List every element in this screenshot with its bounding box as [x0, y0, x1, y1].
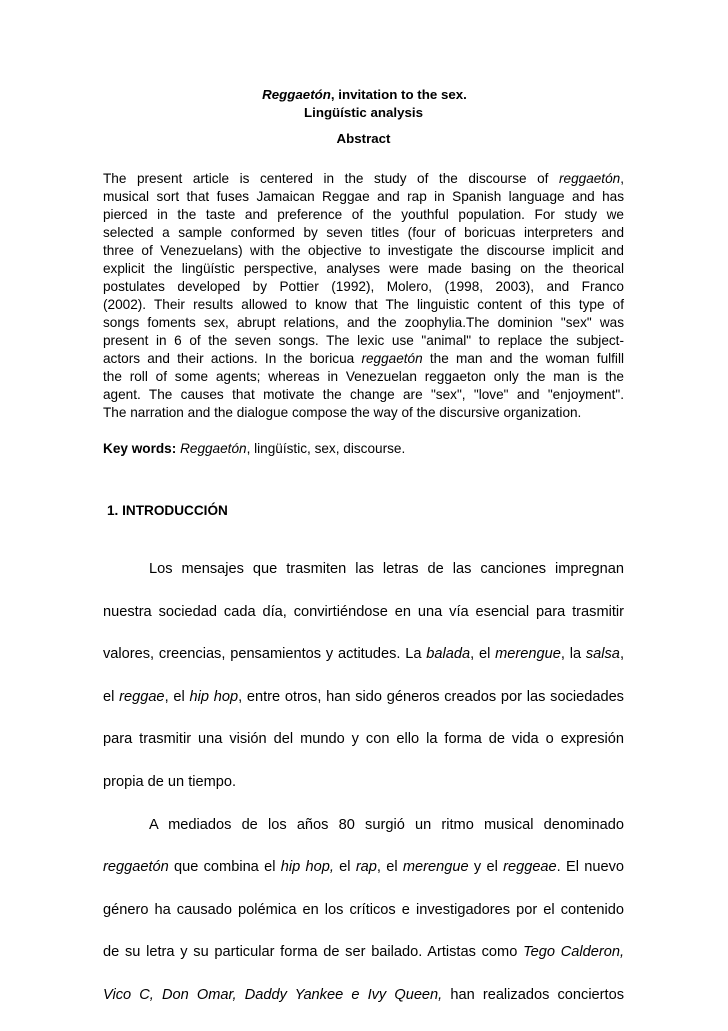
body-text: el	[333, 859, 356, 876]
abstract-text: selected a sample conformed by seven titles (four of boricuas interpreters and	[103, 225, 624, 240]
title-italic: Reggaetón	[262, 87, 331, 102]
abstract-text: three of Venezuelans) with the objective to investigate the discourse implicit and	[103, 243, 624, 258]
body-text: han realizados conciertos	[442, 986, 625, 1003]
abstract-line	[103, 224, 624, 242]
body-text: , la	[560, 646, 586, 663]
body-paragraphs	[103, 560, 624, 1029]
abstract-text: musical sort that fuses Jamaican Reggae and rap in Spanish language and has	[103, 189, 624, 204]
body-text: , el	[164, 688, 190, 705]
body-text: que combina el	[168, 859, 281, 876]
abstract-line	[103, 404, 624, 422]
abstract-text: actors and their actions. In the boricua	[103, 351, 362, 366]
body-text: Vico C, Don Omar, Daddy Yankee e Ivy Queen,	[103, 986, 443, 1003]
body-line	[103, 773, 624, 791]
body-text: hip hop	[189, 688, 239, 705]
keywords-label: Key words:	[103, 441, 177, 456]
section-heading: 1. INTRODUCCIÓN	[107, 503, 228, 518]
body-text: , el	[376, 859, 403, 876]
body-text: nuestra sociedad cada día, convirtiéndose en una vía esencial para trasmitir	[103, 603, 624, 620]
body-text: reggaetón	[103, 859, 169, 876]
abstract-line	[103, 314, 624, 332]
body-text: reggae	[119, 688, 165, 705]
body-text: , el	[470, 646, 496, 663]
abstract-line	[103, 170, 624, 188]
body-line	[103, 858, 624, 876]
abstract-line	[103, 206, 624, 224]
abstract-text: explicit the lingüístic perspective, analyses were made basing on the theorical	[103, 261, 624, 276]
body-line	[103, 901, 624, 919]
abstract-line	[103, 368, 624, 386]
body-text: merengue	[495, 646, 561, 663]
abstract-line	[103, 332, 624, 350]
body-line	[103, 645, 624, 663]
body-text: A mediados de los años 80 surgió un ritmo musical denominado	[149, 816, 624, 833]
abstract-text: songs foments sex, abrupt relations, and the zoophylia.The dominion "sex" was	[103, 315, 624, 330]
keywords-line	[103, 440, 624, 458]
body-text: el	[103, 688, 120, 705]
abstract-line	[103, 242, 624, 260]
abstract-text: the roll of some agents; whereas in Venezuelan reggaeton only the man is the	[103, 369, 624, 384]
keywords-italic: Reggaetón	[180, 441, 247, 456]
abstract-line	[103, 278, 624, 296]
abstract-text: ,	[620, 171, 624, 186]
document-title	[103, 86, 624, 122]
body-text: ,	[619, 646, 624, 663]
title-rest: , invitation to the sex.	[330, 87, 467, 102]
body-line	[103, 560, 624, 578]
body-text: de su letra y su particular forma de ser bailado. Artistas como	[103, 944, 524, 961]
abstract-line	[103, 386, 624, 404]
abstract-text: postulates developed by Pottier (1992), Molero, (1998, 2003), and Franco	[103, 279, 624, 294]
body-text: reggeae	[503, 859, 557, 876]
abstract-text: pierced in the taste and preference of the youthful population. For study we	[103, 207, 624, 222]
body-text: salsa	[585, 646, 620, 663]
abstract-text: The present article is centered in the study of the discourse of	[103, 171, 559, 186]
body-line	[103, 688, 624, 706]
body-text: balada	[426, 646, 471, 663]
title-line-2: Lingüístic analysis	[304, 105, 423, 120]
abstract-text: The narration and the dialogue compose the way of the discursive organization.	[103, 405, 582, 420]
abstract-line	[103, 296, 624, 314]
abstract-text: agent. The causes that motivate the change are "sex", "love" and "enjoyment".	[103, 387, 624, 402]
keywords-rest: , lingüístic, sex, discourse.	[246, 441, 406, 456]
abstract-text: reggaetón	[558, 171, 621, 186]
body-text: . El nuevo	[556, 859, 625, 876]
body-text: Los mensajes que trasmiten las letras de las canciones impregnan	[149, 561, 624, 577]
body-line	[103, 986, 624, 1004]
body-line	[103, 816, 624, 834]
body-line	[103, 603, 624, 621]
body-text: género ha causado polémica en los críticos e investigadores por el contenido	[103, 901, 624, 918]
abstract-text: the man and the woman fulfill	[422, 351, 624, 366]
abstract-line	[103, 260, 624, 278]
body-text: hip hop,	[280, 859, 334, 876]
body-line	[103, 730, 624, 748]
abstract-text: reggaetón	[361, 351, 423, 366]
body-text: valores, creencias, pensamientos y actitudes. La	[103, 646, 427, 663]
abstract-line	[103, 188, 624, 206]
body-text: , entre otros, han sido géneros creados por las sociedades	[238, 688, 624, 705]
body-text: Tego Calderon,	[523, 944, 624, 961]
abstract-text: (2002). Their results allowed to know that The linguistic content of this type of	[103, 297, 624, 312]
body-text: rap	[355, 859, 377, 876]
abstract-line	[103, 350, 624, 368]
abstract-heading: Abstract	[336, 131, 391, 146]
body-text: merengue	[402, 859, 469, 876]
body-text: y el	[468, 859, 504, 876]
title-line-1	[104, 86, 625, 104]
body-line	[103, 943, 624, 961]
abstract-paragraph	[103, 170, 624, 422]
body-text: propia de un tiempo.	[103, 773, 237, 790]
abstract-text: present in 6 of the seven songs. The lexic use "animal" to replace the subject-	[103, 333, 624, 348]
body-text: para trasmitir una visión del mundo y con ello la forma de vida o expresión	[103, 731, 624, 748]
